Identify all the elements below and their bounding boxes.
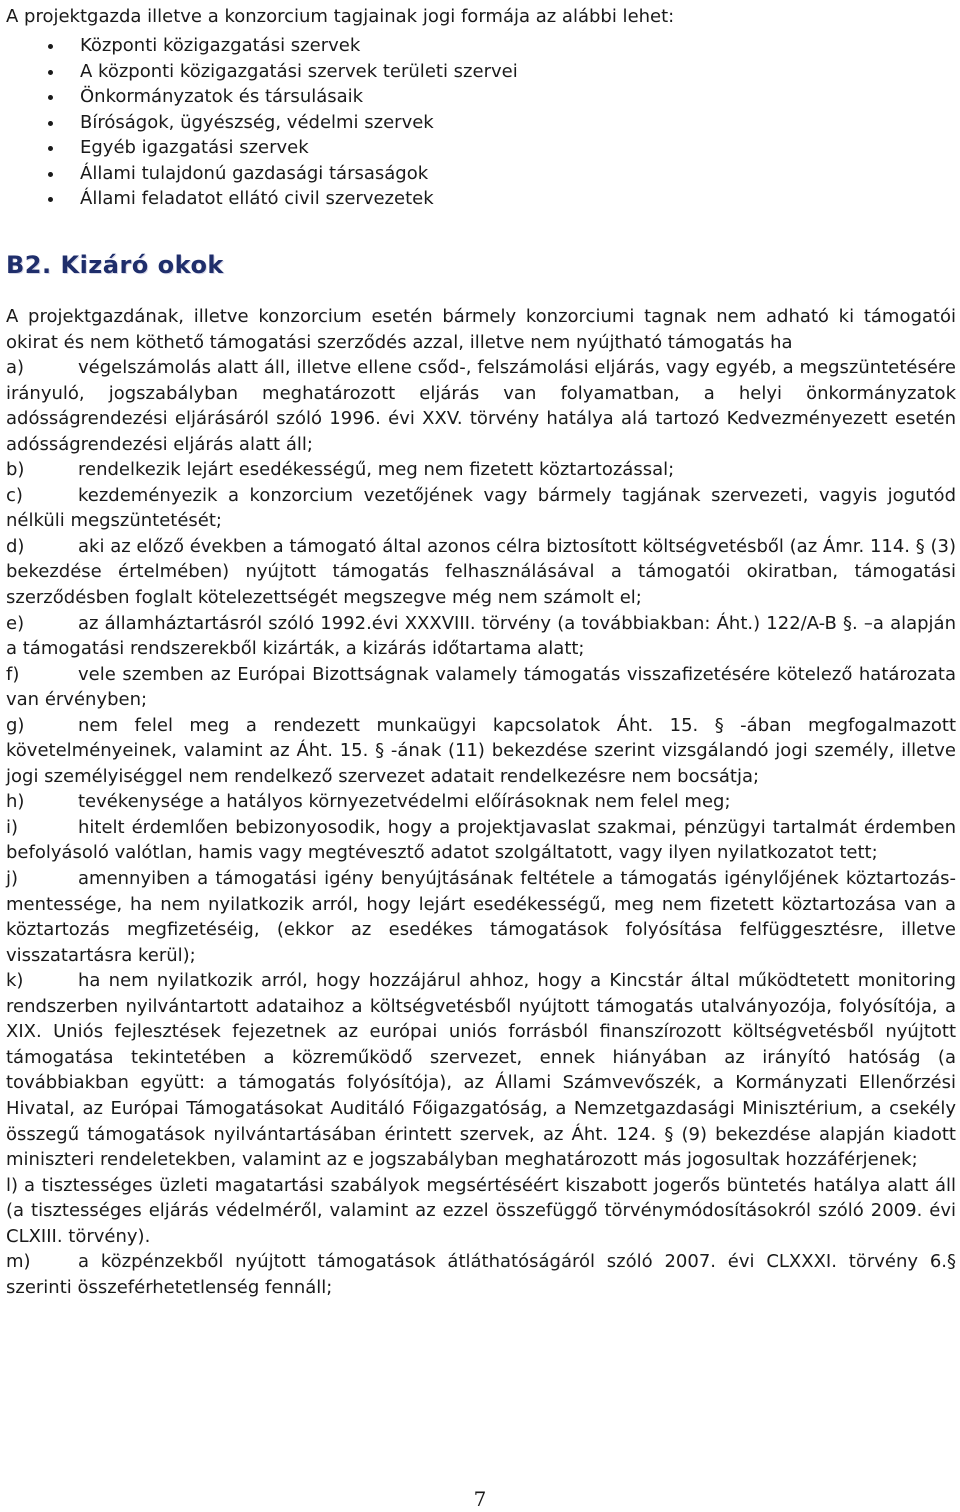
exclusion-item-a xyxy=(6,355,956,457)
list-item: Állami feladatot ellátó civil szervezetek xyxy=(6,186,518,212)
exclusion-item-k xyxy=(6,968,956,1172)
exclusion-item-l xyxy=(6,1173,956,1250)
bullet-icon xyxy=(48,95,53,100)
item-text: amennyiben a támogatási igény benyújtásának feltétele a támogatás igénylőjének köztartozás-mentessége, ha nem nyilatkozik arról, hogy lejárt esedékességű, meg nem fizetett köztartozása van a köztartozás megfizetéséig, (ekkor az esedékes támogatások folyósítása felfüggesztésre, illetve visszatartásra kerül); xyxy=(6,868,956,966)
list-item: Egyéb igazgatási szervek xyxy=(6,135,518,161)
item-text: hitelt érdemlően bebizonyosodik, hogy a projektjavaslat szakmai, pénzügyi tartalmát érdemben befolyásoló valótlan, hamis vagy megtévesztő adatot szolgáltatott, vagy ilyen nyilatkozatot tett; xyxy=(6,816,956,864)
exclusion-item-f xyxy=(6,662,956,713)
exclusion-item-i xyxy=(6,815,956,866)
exclusion-item-e xyxy=(6,611,956,662)
item-label: e) xyxy=(6,612,25,634)
item-text: végelszámolás alatt áll, illetve ellene csőd-, felszámolási eljárás, vagy egyéb, a megszüntetésére irányuló, jogszabályban meghatározott eljárás van folyamatban, a helyi önkormányzatok adósságrendezési eljárásáról szóló 1996. évi XXV. törvény hatálya alá tartozó Kedvezményezett esetén adósságrendezési eljárás alatt áll; xyxy=(6,357,956,455)
exclusion-item-j xyxy=(6,866,956,968)
list-item: A központi közigazgatási szervek területi szervei xyxy=(6,59,518,85)
legal-form-list xyxy=(6,33,518,212)
item-label: i) xyxy=(6,816,19,838)
item-text: az államháztartásról szóló 1992.évi XXXVIII. törvény (a továbbiakban: Áht.) 122/A-B §. –a alapján a támogatási rendszerekből kizárták, a kizárás időtartama alatt; xyxy=(6,612,956,660)
exclusion-item-b xyxy=(6,457,956,483)
item-label: f) xyxy=(6,663,20,685)
exclusion-item-h xyxy=(6,789,956,815)
section-heading: B2. Kizáró okok xyxy=(6,251,224,279)
item-label: m) xyxy=(6,1251,31,1273)
exclusion-item-c xyxy=(6,483,956,534)
item-text: aki az előző években a támogató által azonos célra biztosított költségvetésből (az Ámr. 114. § (3) bekezdése értelmében) nyújtott támogatás felhasználásával a támogatói okiratban, támogatási szerződésben foglalt kötelezettségét megszegve még nem számolt el; xyxy=(6,535,956,609)
lead-paragraph: A projektgazdának, illetve konzorcium esetén bármely konzorciumi tagnak nem adható ki támogatói okirat és nem köthető támogatási szerződés azzal, illetve nem nyújtható támogatás ha xyxy=(6,306,956,353)
bullet-icon xyxy=(48,44,53,49)
list-item: Önkormányzatok és társulásaik xyxy=(6,84,518,110)
item-label: k) xyxy=(6,970,24,992)
exclusion-section xyxy=(6,304,956,1300)
bullet-icon xyxy=(48,146,53,151)
item-label: b) xyxy=(6,459,25,481)
item-text: tevékenysége a hatályos környezetvédelmi előírásoknak nem felel meg; xyxy=(78,791,731,813)
bullet-icon xyxy=(48,197,53,202)
item-label: c) xyxy=(6,484,23,506)
item-text: a tisztességes üzleti magatartási szabályok megsértéséért kiszabott jogerős büntetés hatálya alatt áll (a tisztességes eljárás védelméről, valamint az ezzel összefüggő törvénymódosításokról szóló 2009. évi CLXIII. törvény). xyxy=(6,1174,956,1247)
item-label: j) xyxy=(6,868,19,890)
item-label: l) xyxy=(6,1174,19,1196)
item-label: g) xyxy=(6,714,25,736)
bullet-icon xyxy=(48,121,53,126)
page-number: 7 xyxy=(473,1487,487,1511)
intro-text: A projektgazda illetve a konzorcium tagjainak jogi formája az alábbi lehet: xyxy=(6,6,675,27)
item-text: nem felel meg a rendezett munkaügyi kapcsolatok Áht. 15. § -ában megfogalmazott követelményeinek, valamint az Áht. 15. § -ának (11) bekezdése szerint vizsgálandó jogi személy, illetve jogi személyiséggel nem rendelkező szervezet adatait rendelkezésre nem bocsátja; xyxy=(6,714,956,787)
bullet-icon xyxy=(48,70,53,75)
item-text: vele szemben az Európai Bizottságnak valamely támogatás visszafizetésére kötelező határozata van érvényben; xyxy=(6,663,956,711)
item-text: ha nem nyilatkozik arról, hogy hozzájárul ahhoz, hogy a Kincstár által működtetett monitoring rendszerben nyilvántartott adataihoz a költségvetésből nyújtott támogatás utalványozója, folyósítója, a XIX. Uniós fejlesztések fejezetnek az európai uniós forrásból finanszírozott költségvetésből nyújtott támogatása tekintetében a közreműködő szervezet, ennek hiányában az irányító hatóság (a továbbiakban együtt: a támogatás folyósítója), az Állami Számvevőszék, a Kormányzati Ellenőrzési Hivatal, az Európai Támogatásokat Auditáló Főigazgatóság, a Nemzetgazdasági Minisztérium, a csekély összegű támogatások nyilvántartásában érintett szervek, az Áht. 124. § (9) bekezdése alapján kiadott miniszteri rendeletekben, valamint az e jogszabályban meghatározott más jogosultak hozzáférjenek; xyxy=(6,970,956,1171)
exclusion-item-d xyxy=(6,534,956,611)
exclusion-item-g xyxy=(6,713,956,790)
item-label: a) xyxy=(6,357,25,379)
list-item: Központi közigazgatási szervek xyxy=(6,33,518,59)
list-item: Bíróságok, ügyészség, védelmi szervek xyxy=(6,110,518,136)
item-label: h) xyxy=(6,791,25,813)
bullet-icon xyxy=(48,172,53,177)
exclusion-item-m xyxy=(6,1249,956,1300)
item-text: kezdeményezik a konzorcium vezetőjének vagy bármely tagjának szervezeti, vagyis jogutód nélküli megszüntetését; xyxy=(6,484,956,532)
item-text: rendelkezik lejárt esedékességű, meg nem fizetett köztartozással; xyxy=(78,459,675,481)
item-label: d) xyxy=(6,535,25,557)
list-item: Állami tulajdonú gazdasági társaságok xyxy=(6,161,518,187)
item-text: a közpénzekből nyújtott támogatások átláthatóságáról szóló 2007. évi CLXXXI. törvény 6.§ szerinti összeférhetetlenség fennáll; xyxy=(6,1251,956,1298)
